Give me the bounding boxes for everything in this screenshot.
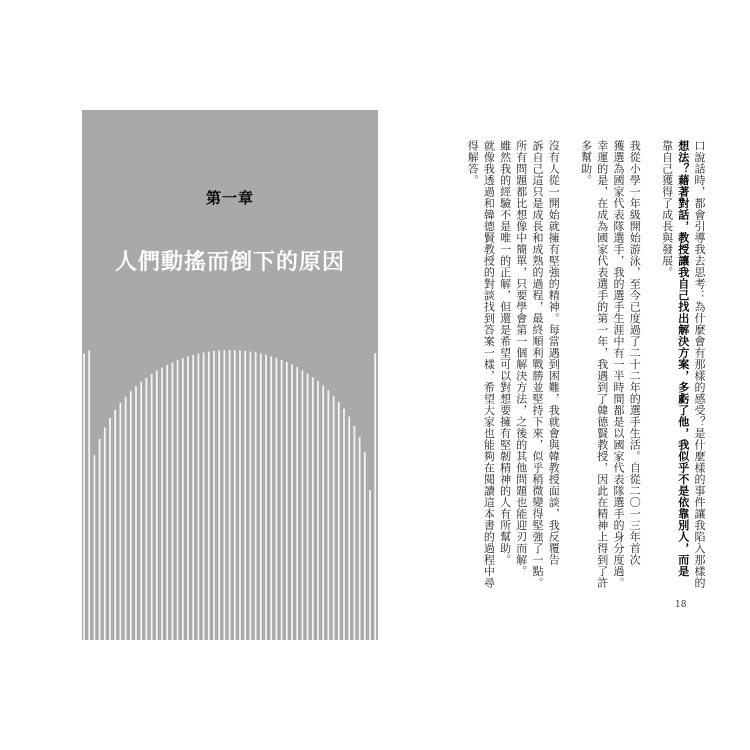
text-column: 所有問題都比想像中簡單，只要學會第一個解決方法，之後的其他問題也能迎刃而解。 — [514, 140, 528, 577]
chapter-label: 第一章 — [205, 189, 254, 207]
text-column: 想法？藉著對話，教授讓我自己找出解決方案，多虧了他，我似乎不是依靠別人，而是 — [676, 140, 690, 577]
text-column: 訴自己這只是成長和成熟的過程，最終順利戰勝並堅持下來，似乎稍微變得堅強了一點。 — [531, 140, 544, 589]
text-column: 獲選為國家代表隊選手，我的選手生涯中有一半時間都是以國家代表隊選手的身分度過。 — [612, 140, 625, 589]
chapter-opening-page — [82, 110, 378, 640]
text-column: 得解答。 — [466, 140, 480, 186]
text-column: 沒有人從一開始就擁有堅強的精神。每當遇到困難，我就會與韓教授面談，我反覆告 — [547, 140, 561, 566]
page-number: 18 — [675, 600, 687, 610]
text-column: 我從小學一年級開始游泳，至今已度過了二十二年的選手生活。自從二〇一三年首次 — [628, 140, 642, 566]
text-column: 幸運的是，在成為國家代表選手的第一年，我遇到了韓德賢教授，因此在精神上得到了許 — [595, 140, 609, 589]
text-column: 雖然我的經驗不是唯一的正解，但還是希望可以對想要擁有堅韌精神的人有所幫助。 — [498, 140, 512, 566]
text-column: 靠自己獲得了成長與發展。 — [660, 140, 674, 278]
text-column: 多幫助。 — [579, 140, 593, 186]
text-column: 就像我透過和韓德賢教授的對談找到答案一樣，希望大家也能夠在閱讀這本書的過程中尋 — [482, 140, 496, 589]
text-column: 口說話時，都會引導我去思考：為什麼會有那樣的感受？是什麼樣的事件讓我陷入那樣的 — [693, 140, 706, 589]
body-text-page — [420, 110, 720, 640]
chapter-title: 人們動搖而倒下的原因 — [114, 250, 345, 275]
